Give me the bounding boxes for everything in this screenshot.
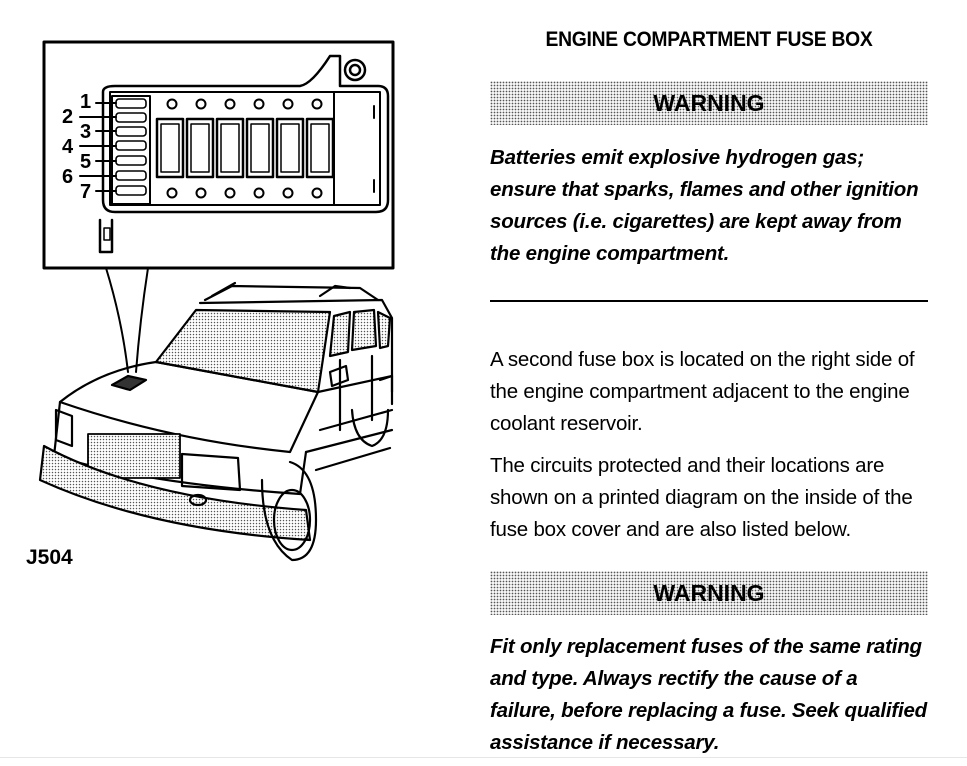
callout-6: 6 — [62, 166, 74, 188]
warning-text-1: Batteries emit explosive hydrogen gas; ensure that sparks, flames and other ignition sources (i.e. cigarettes) are kept away from the engine compartment. — [490, 146, 919, 265]
figure-code: J504 — [26, 546, 73, 569]
page-bottom-edge — [0, 757, 967, 758]
vehicle-fuse-box-diagram — [0, 0, 480, 761]
warning-text-2: Fit only replacement fuses of the same rating and type. Always rectify the cause of a failure, before replacing a fuse. Seek qualified assistance if necessary. — [490, 635, 927, 754]
callout-7: 7 — [80, 181, 92, 203]
callout-1: 1 — [80, 91, 92, 113]
divider-rule — [490, 300, 928, 302]
callout-4: 4 — [62, 136, 74, 158]
vehicle-drawing — [40, 283, 392, 560]
callout-5: 5 — [80, 151, 92, 173]
warning-label-2: WARNING — [653, 579, 765, 606]
fuse-box-illustration — [0, 0, 480, 761]
warning-banner-2 — [490, 571, 928, 615]
paragraph-second-fuse-box: A second fuse box is located on the right side of the engine compartment adjacent to the engine coolant reservoir. — [490, 348, 915, 435]
callout-2: 2 — [62, 106, 74, 128]
section-title: ENGINE COMPARTMENT FUSE BOX — [545, 28, 873, 51]
warning-label-1: WARNING — [653, 89, 765, 116]
warning-banner-1 — [490, 81, 928, 125]
callout-3: 3 — [80, 121, 92, 143]
paragraph-circuits: The circuits protected and their locations are shown on a printed diagram on the inside of the fuse box cover and are also listed below. — [490, 454, 913, 541]
